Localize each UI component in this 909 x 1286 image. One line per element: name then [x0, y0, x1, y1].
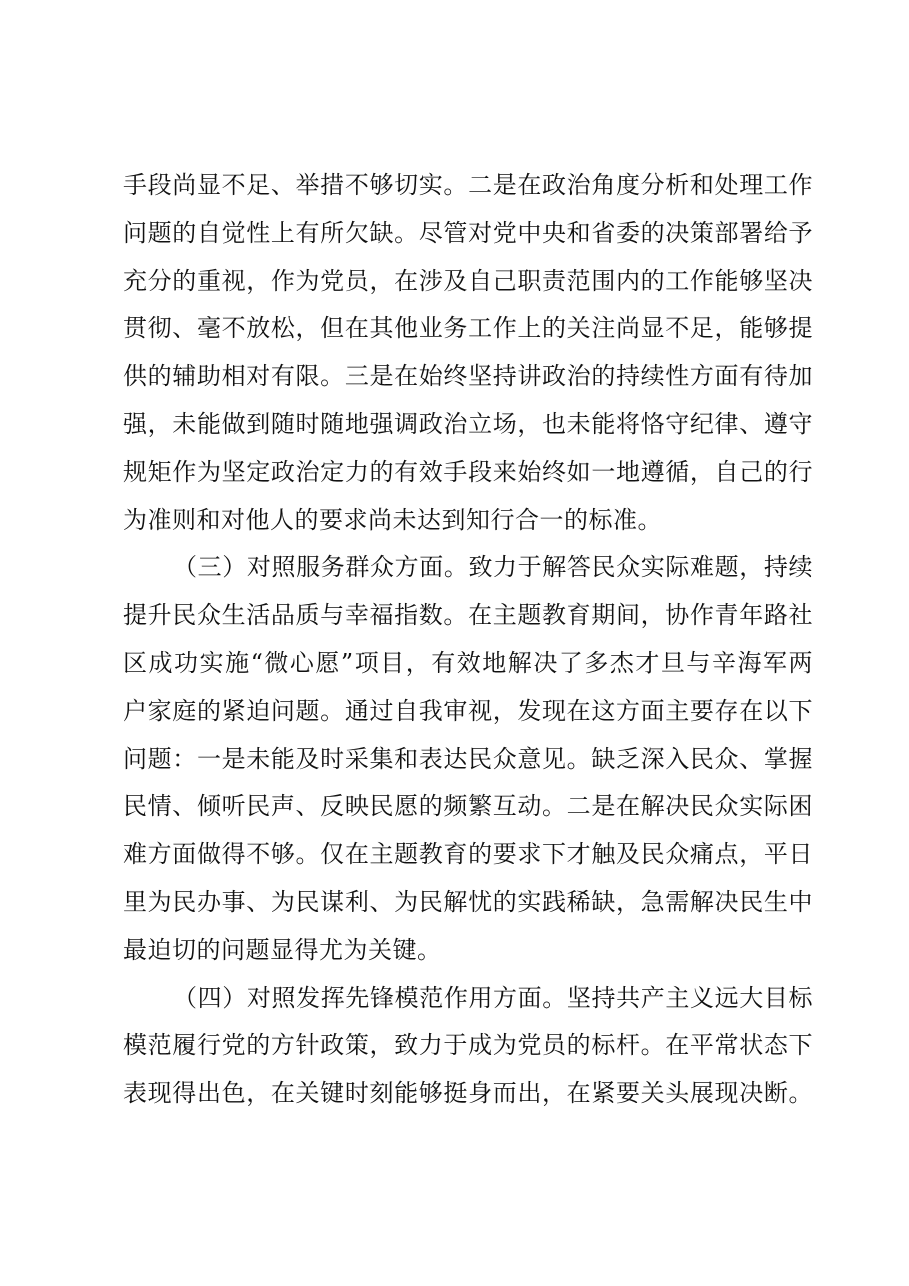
paragraph-section-4	[123, 975, 813, 1118]
text-line: 区成功实施“微心愿”项目，有效地解决了多杰才旦与辛海军两	[123, 648, 813, 677]
text-line: 为准则和对他人的要求尚未达到知行合一的标准。	[123, 505, 662, 534]
text-line: 难方面做得不够。仅在主题教育的要求下才触及民众痛点，平日	[123, 840, 813, 869]
paragraph-continuation	[123, 162, 813, 544]
section-heading-line: （四）对照发挥先锋模范作用方面。坚持共产主义远大目标	[173, 983, 813, 1012]
text-line: 充分的重视，作为党员，在涉及自己职责范围内的工作能够坚决	[123, 266, 813, 295]
section-heading-line: （三）对照服务群众方面。致力于解答民众实际难题，持续	[173, 553, 813, 582]
text-line: 提升民众生活品质与幸福指数。在主题教育期间，协作青年路社	[123, 601, 813, 630]
text-line: 民情、倾听民声、反映民愿的频繁互动。二是在解决民众实际困	[123, 792, 813, 821]
text-line: 里为民办事、为民谋利、为民解忧的实践稀缺，急需解决民生中	[123, 887, 813, 916]
text-line: 手段尚显不足、举措不够切实。二是在政治角度分析和处理工作	[123, 171, 813, 199]
text-line: 模范履行党的方针政策，致力于成为党员的标杆。在平常状态下	[123, 1031, 813, 1060]
text-line: 最迫切的问题显得尤为关键。	[123, 935, 442, 964]
text-line: 规矩作为坚定政治定力的有效手段来始终如一地遵循，自己的行	[123, 457, 813, 486]
text-line: 户家庭的紧迫问题。通过自我审视，发现在这方面主要存在以下	[123, 696, 813, 725]
paragraph-section-3	[123, 544, 813, 974]
text-line: 贯彻、毫不放松，但在其他业务工作上的关注尚显不足，能够提	[123, 314, 813, 343]
text-line: 供的辅助相对有限。三是在始终坚持讲政治的持续性方面有待加	[123, 362, 813, 391]
text-line: 强，未能做到随时随地强调政治立场，也未能将恪守纪律、遵守	[123, 409, 813, 438]
text-line: 表现得出色，在关键时刻能够挺身而出，在紧要关头展现决断。	[123, 1079, 813, 1108]
text-line: 问题的自觉性上有所欠缺。尽管对党中央和省委的决策部署给予	[123, 218, 813, 247]
body-text	[123, 162, 813, 1118]
text-line: 问题：一是未能及时采集和表达民众意见。缺乏深入民众、掌握	[123, 744, 813, 773]
